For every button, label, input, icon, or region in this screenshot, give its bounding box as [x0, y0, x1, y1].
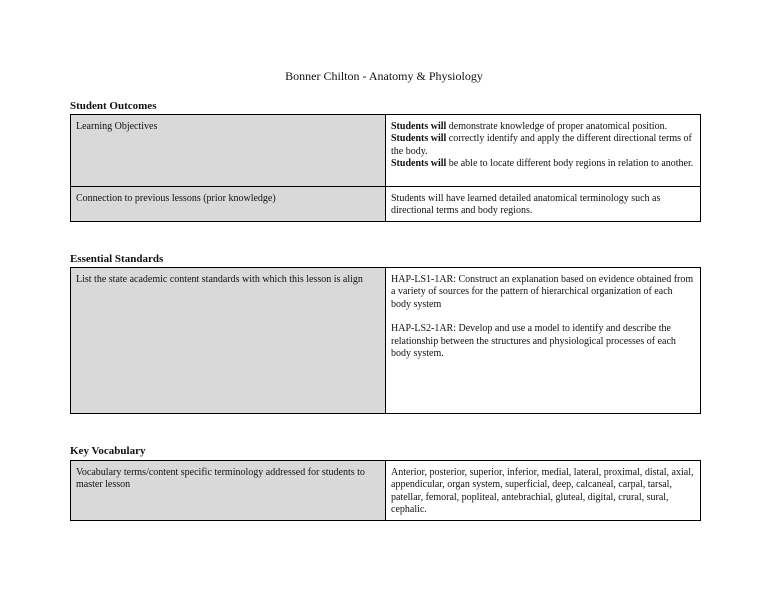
objective-lead: Students will: [391, 133, 447, 145]
objective-text: correctly identify and apply the different directional terms of the body.: [391, 133, 692, 157]
objective-text: be able to locate different body regions in relation to another.: [446, 158, 694, 170]
standards-value: [386, 268, 701, 414]
objective-line: [391, 133, 695, 158]
table-row: [71, 115, 701, 187]
standards-label: List the state academic content standards with which this lesson is align: [71, 268, 386, 414]
key-vocabulary-table: [70, 460, 701, 521]
vocabulary-label: Vocabulary terms/content specific terminology addressed for students to master lesson: [71, 461, 386, 521]
objective-lead: Students will: [391, 121, 447, 132]
page-title: Bonner Chilton - Anatomy & Physiology: [285, 69, 483, 83]
prior-knowledge-label: Connection to previous lessons (prior knowledge): [71, 187, 386, 222]
essential-standards-table: [70, 267, 701, 414]
essential-standards-heading: Essential Standards: [70, 253, 164, 265]
learning-objectives-label: Learning Objectives: [71, 115, 386, 187]
table-row: [71, 187, 701, 222]
table-row: [71, 268, 701, 414]
learning-objectives-value: [386, 115, 701, 187]
objective-line: [391, 158, 695, 170]
table-row: [71, 461, 701, 521]
standard-item: HAP-LS1-1AR: Construct an explanation based on evidence obtained from a variety of sources for the pattern of hierarchical organization of each body system: [391, 274, 694, 310]
objective-text: demonstrate knowledge of proper anatomical position.: [446, 121, 668, 132]
objective-line: [391, 121, 695, 133]
key-vocabulary-heading: Key Vocabulary: [70, 445, 146, 457]
prior-knowledge-value: Students will have learned detailed anatomical terminology such as directional terms and body regions.: [386, 187, 701, 222]
objective-lead: Students will: [391, 158, 447, 170]
student-outcomes-heading: Student Outcomes: [70, 100, 157, 112]
paragraph-gap: [391, 311, 695, 323]
standard-item: HAP-LS2-1AR: Develop and use a model to identify and describe the relationship between the structures and physiological processes of each body system.: [391, 323, 676, 360]
student-outcomes-table: [70, 114, 701, 222]
vocabulary-value: Anterior, posterior, superior, inferior, medial, lateral, proximal, distal, axial, appendicular, organ system, superficial, deep, calcaneal, carpal, tarsal, patellar, femoral, popliteal, antebrachial, gluteal, digital, crural, sural, cephalic.: [386, 461, 701, 521]
